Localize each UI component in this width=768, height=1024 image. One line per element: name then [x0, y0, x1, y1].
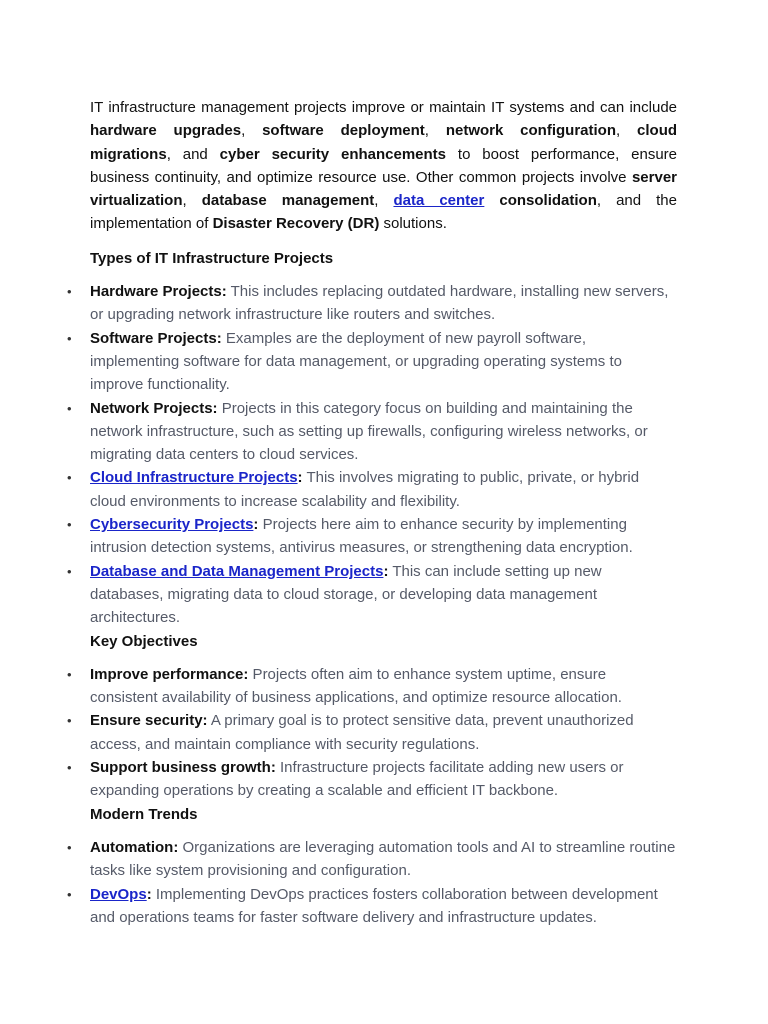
- item-term: Automation:: [90, 838, 179, 856]
- bullet-icon: •: [67, 517, 72, 533]
- intro-bold-database-management: database management: [201, 192, 375, 210]
- intro-bold-network-configuration: network configuration: [445, 122, 616, 140]
- intro-text: ,: [374, 192, 394, 210]
- item-desc: Organizations are leveraging automation tools and AI to streamline routine tasks like system provisioning and configuration.: [90, 838, 676, 880]
- bullet-icon: •: [67, 470, 72, 486]
- list-item: [67, 663, 677, 710]
- intro-bold-disaster-recovery: Disaster Recovery (DR): [212, 215, 380, 233]
- intro-paragraph: [90, 96, 677, 236]
- list-item: [67, 513, 677, 560]
- list-item: [67, 883, 677, 930]
- objectives-heading: Key Objectives: [90, 632, 198, 650]
- document-page: [67, 96, 678, 929]
- item-term: Software Projects:: [90, 329, 222, 347]
- cybersecurity-projects-link[interactable]: Cybersecurity Projects: [90, 516, 254, 534]
- bullet-icon: •: [67, 330, 72, 346]
- types-heading: Types of IT Infrastructure Projects: [90, 249, 334, 267]
- bullet-icon: •: [67, 760, 72, 776]
- item-desc: Implementing DevOps practices fosters collaboration between development and operations teams for faster software delivery and infrastructure updates.: [90, 885, 658, 926]
- bullet-icon: •: [67, 713, 72, 729]
- intro-bold-hardware-upgrades: hardware upgrades: [90, 122, 242, 140]
- item-colon: :: [253, 516, 259, 534]
- item-desc: Infrastructure projects facilitate adding new users or expanding operations by creating a scalable and efficient IT backbone.: [90, 759, 624, 800]
- intro-text: solutions.: [379, 215, 447, 233]
- intro-text: to boost performance, ensure business continuity, and optimize resource use. Other common projects involve: [90, 145, 678, 186]
- intro-text: ,: [616, 122, 638, 140]
- item-term: Ensure security:: [90, 712, 208, 730]
- bullet-icon: •: [67, 400, 72, 416]
- list-item: [67, 709, 677, 756]
- objectives-list: [67, 663, 677, 803]
- list-item: [67, 836, 677, 883]
- cloud-infrastructure-projects-link[interactable]: Cloud Infrastructure Projects: [90, 469, 298, 487]
- intro-bold-server-virtualization: server virtualization: [90, 168, 677, 210]
- list-item: [67, 280, 677, 327]
- intro-bold-cloud-migrations: cloud migrations: [90, 122, 678, 163]
- item-term: Network Projects:: [90, 399, 218, 417]
- bullet-icon: •: [67, 886, 72, 902]
- item-desc: A primary goal is to protect sensitive data, prevent unauthorized access, and maintain compliance with security regulations.: [90, 712, 634, 753]
- bullet-icon: •: [67, 839, 72, 855]
- intro-text: , and the implementation of: [90, 192, 677, 233]
- item-term: Support business growth:: [90, 759, 276, 777]
- list-item: [67, 397, 677, 467]
- intro-bold-software-deployment: software deployment: [262, 122, 425, 140]
- item-desc: This includes replacing outdated hardware, installing new servers, or upgrading network infrastructure like routers and switches.: [90, 283, 669, 324]
- item-desc: Examples are the deployment of new payroll software, implementing software for data management, or upgrading operating systems to improve functionality.: [90, 329, 622, 394]
- intro-bold-cyber-security: cyber security enhancements: [219, 145, 447, 163]
- intro-text: ,: [241, 122, 263, 140]
- list-item: [67, 756, 677, 803]
- data-center-link[interactable]: data center: [393, 192, 485, 210]
- item-desc: Projects here aim to enhance security by implementing intrusion detection systems, antivirus measures, or strengthening data encryption.: [90, 516, 633, 557]
- item-term: Improve performance:: [90, 665, 249, 683]
- devops-link[interactable]: DevOps: [90, 885, 147, 903]
- item-desc: Projects in this category focus on building and maintaining the network infrastructure, such as setting up firewalls, configuring wireless networks, or migrating data centers to cloud services.: [90, 399, 648, 464]
- bullet-icon: •: [67, 284, 72, 300]
- database-management-projects-link[interactable]: Database and Data Management Projects: [90, 562, 384, 580]
- intro-text: ,: [424, 122, 446, 140]
- item-desc: This can include setting up new databases, migrating data to cloud storage, or developing data management architectures.: [90, 562, 602, 627]
- list-item: [67, 466, 677, 513]
- types-list: [67, 280, 677, 629]
- trends-list: [67, 836, 677, 929]
- intro-bold-consolidation: consolidation: [484, 192, 597, 210]
- bullet-icon: •: [67, 563, 72, 579]
- item-desc: This involves migrating to public, private, or hybrid cloud environments to increase scalability and flexibility.: [90, 469, 640, 510]
- item-colon: :: [146, 885, 152, 903]
- trends-heading: Modern Trends: [90, 805, 198, 823]
- intro-text: , and: [166, 145, 220, 163]
- bullet-icon: •: [67, 666, 72, 682]
- intro-text: ,: [182, 192, 202, 210]
- item-desc: Projects often aim to enhance system uptime, ensure consistent availability of business applications, and optimize resource allocation.: [90, 665, 622, 707]
- intro-text: IT infrastructure management projects improve or maintain IT systems and can include: [90, 99, 677, 116]
- list-item: [67, 560, 677, 630]
- list-item: [67, 327, 677, 397]
- item-term: Hardware Projects:: [90, 283, 227, 301]
- item-colon: :: [383, 562, 389, 580]
- item-colon: :: [297, 469, 303, 487]
